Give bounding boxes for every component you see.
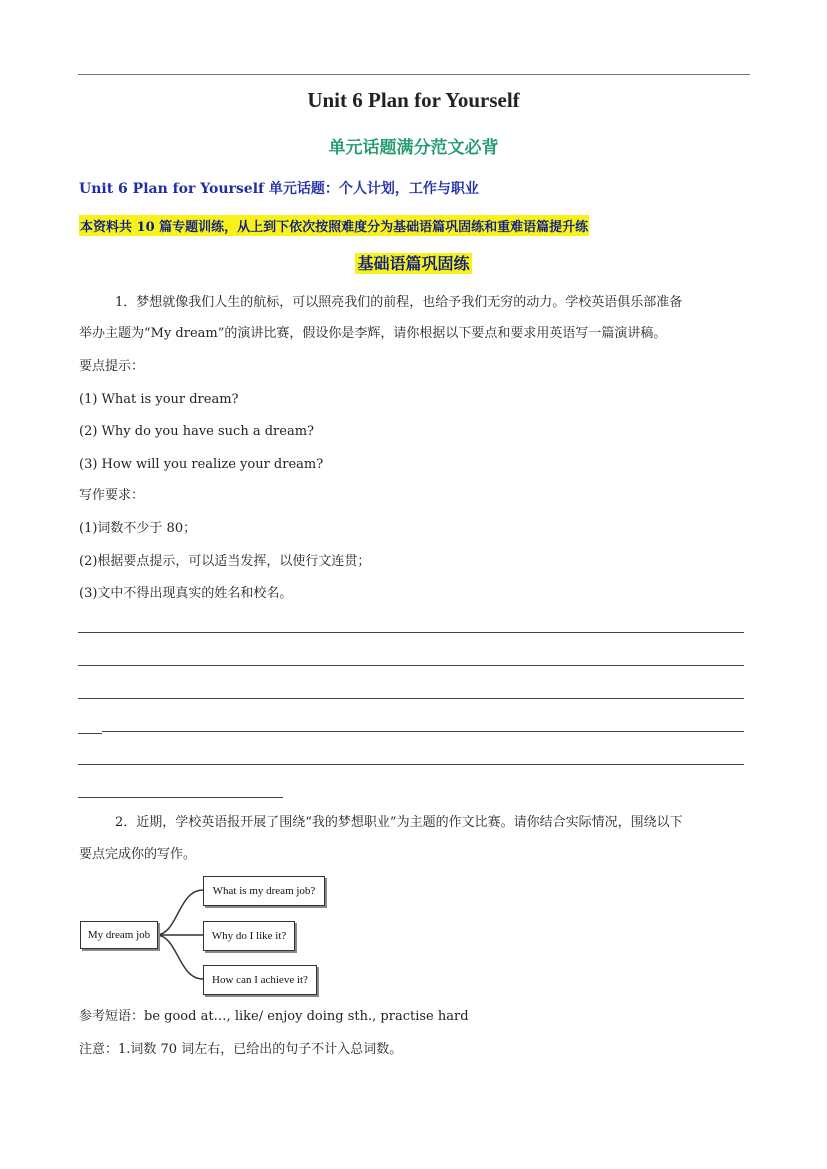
q1-points-label: 要点提示：: [79, 359, 145, 374]
answer-line-dash: [78, 733, 102, 734]
q2-note: 注意：1.词数 70 词左右，已给出的句子不计入总词数。: [79, 1042, 403, 1057]
q1-point-2: (2) Why do you have such a dream?: [79, 424, 314, 439]
section-heading: [0, 251, 827, 274]
header-rule: [78, 74, 750, 75]
page-subtitle: 单元话题满分范文必背: [328, 138, 499, 158]
page-title: Unit 6 Plan for Yourself: [307, 88, 520, 112]
answer-line: [78, 698, 744, 699]
q1-requirement-2: (2)根据要点提示，可以适当发挥，以使行文连贯；: [79, 554, 371, 569]
q1-point-1: (1) What is your dream?: [79, 392, 239, 407]
unit-topic: Unit 6 Plan for Yourself 单元话题：个人计划，工作与职业: [79, 181, 479, 197]
q2-intro-line2: 要点完成你的写作。: [79, 847, 197, 862]
q1-intro-line1: 1．梦想就像我们人生的航标，可以照亮我们的前程，也给予我们无穷的动力。学校英语俱乐部准备: [115, 295, 683, 310]
q1-intro-line2: 举办主题为“My dream”的演讲比赛，假设你是李辉，请你根据以下要点和要求用英语写一篇演讲稿。: [79, 326, 667, 341]
section-heading-text: 基础语篇巩固练: [357, 254, 470, 273]
q2-reference-phrases: 参考短语：be good at…, like/ enjoy doing sth., practise hard: [79, 1009, 469, 1024]
mind-map-center: My dream job: [80, 921, 158, 949]
material-notice: 本资料共 10 篇专题训练，从上到下依次按照难度分为基础语篇巩固练和重难语篇提升练: [79, 215, 589, 236]
q1-requirements-label: 写作要求：: [79, 488, 145, 503]
answer-line-short: [78, 797, 283, 798]
mind-map-branch-1: What is my dream job?: [203, 876, 325, 906]
answer-line: [78, 665, 744, 666]
q2-intro-line1: 2．近期，学校英语报开展了围绕“我的梦想职业”为主题的作文比赛。请你结合实际情况，围绕以下: [115, 815, 683, 830]
mind-map-branch-3: How can I achieve it?: [203, 965, 317, 995]
mind-map-branch-2: Why do I like it?: [203, 921, 295, 951]
q1-point-3: (3) How will you realize your dream?: [79, 457, 324, 472]
q1-requirement-3: (3)文中不得出现真实的姓名和校名。: [79, 586, 293, 601]
answer-line: [102, 731, 744, 732]
q1-requirement-1: (1)词数不少于 80；: [79, 521, 197, 536]
answer-line: [78, 764, 744, 765]
answer-line: [78, 632, 744, 633]
mind-map-diagram: [78, 868, 338, 998]
